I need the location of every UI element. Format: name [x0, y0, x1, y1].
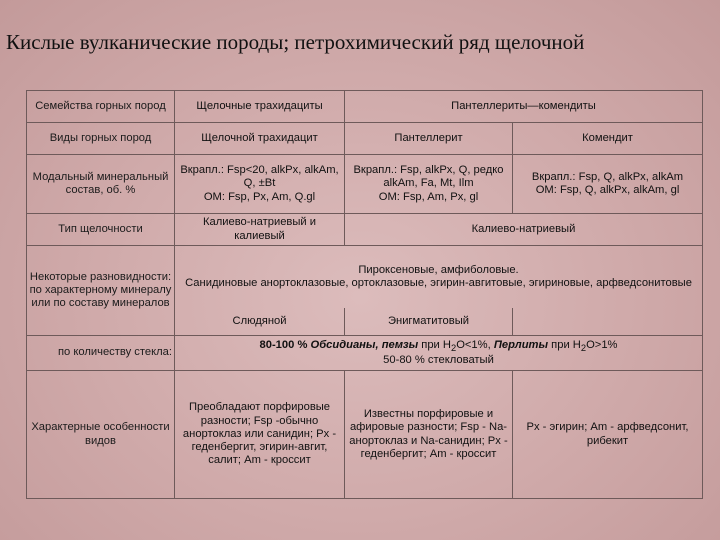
varieties-label: Некоторые разновидности: по характерному минералу или по составу минералов [27, 246, 175, 336]
kind-pantellerite: Пантеллерит [345, 123, 513, 155]
kind-comendite: Комендит [513, 123, 703, 155]
features-pantellerite: Известны порфировые и афировые разности; Fsp - Na-анортоклаз и Na-санидин; Px - геденбергит; Am - кроссит [345, 371, 513, 499]
modal-composition-label: Модальный минеральный состав, об. % [27, 155, 175, 214]
slide-title: Кислые вулканические породы; петрохимический ряд щелочной [6, 30, 585, 54]
rock-table [26, 90, 702, 498]
features-label: Характерные особенности видов [27, 371, 175, 499]
glass-condition-1: при H [421, 338, 451, 351]
family-trachydacites: Щелочные трахидациты [175, 91, 345, 123]
features-comendite: Px - эгирин; Am - арфведсонит, рибекит [513, 371, 703, 499]
table-row [27, 155, 703, 214]
alkalinity-pantellerite-comendite: Калиево-натриевый [345, 214, 703, 246]
table-row [27, 371, 703, 499]
table-row [27, 246, 703, 308]
modal-comendite-phenocrysts: Вкрапл.: Fsp, Q, alkPx, alkAm [531, 170, 684, 183]
modal-comendite-groundmass: OM: Fsp, Q, alkPx, alkAm, gl [535, 184, 680, 196]
modal-trachydacite-phenocrysts: Вкрапл.: Fsp<20, alkPx, alkAm, Q, ±Bt [180, 164, 339, 190]
kinds-label: Виды горных пород [27, 123, 175, 155]
alkalinity-trachydacite: Калиево-натриевый и калиевый [175, 214, 345, 246]
modal-pantellerite-groundmass: OM: Fsp, Am, Px, gl [378, 190, 479, 203]
alkalinity-label: Тип щелочности [27, 214, 175, 246]
table-row [27, 91, 703, 123]
modal-pantellerite [345, 155, 513, 214]
variety-pantellerite: Энигматитовый [345, 308, 513, 336]
glass-amount-description [175, 336, 703, 371]
modal-comendite [513, 155, 703, 214]
variety-trachydacite: Слюдяной [175, 308, 345, 336]
table-row [27, 336, 703, 371]
modal-trachydacite-groundmass: OM: Fsp, Px, Am, Q.gl [203, 190, 316, 203]
varieties-line-1: Пироксеновые, амфиболовые. [358, 263, 519, 276]
table-row [27, 214, 703, 246]
modal-pantellerite-phenocrysts: Вкрапл.: Fsp, alkPx, Q, редко alkAm, Fa, Mt, Ilm [353, 164, 504, 190]
glass-percent-high: 80-100 % [259, 338, 308, 351]
table-row [27, 123, 703, 155]
varieties-line-2: Санидиновые анортоклазовые, ортоклазовые, эгирин-авгитовые, эгириновые, арфведсонитовые [185, 276, 692, 289]
glass-obsidians-term: Обсидианы, пемзы [310, 338, 419, 351]
glass-condition-1-value: O<1%, [456, 338, 491, 351]
glass-subscript-2: 2 [580, 343, 587, 353]
modal-trachydacite [175, 155, 345, 214]
varieties-description [175, 246, 703, 308]
glass-condition-2-value: O>1% [586, 338, 618, 351]
glass-subscript-1: 2 [450, 343, 457, 353]
glass-line-1 [177, 339, 700, 354]
rock-classification-table [26, 90, 703, 499]
family-pantellerites-comendites: Пантеллериты—комендиты [345, 91, 703, 123]
glass-condition-2: при H [551, 338, 581, 351]
variety-comendite [513, 308, 703, 336]
glass-amount-label: по количеству стекла: [27, 336, 175, 371]
glass-perlites-term: Перлиты [493, 338, 549, 351]
kind-trachydacite: Щелочной трахидацит [175, 123, 345, 155]
glass-line-2: 50-80 % стекловатый [383, 354, 494, 366]
features-trachydacite: Преобладают порфировые разности; Fsp -обычно анортоклаз или санидин; Px - геденбергит, эгирин-авгит, салит; Am - кроссит [175, 371, 345, 499]
family-label: Семейства горных пород [27, 91, 175, 123]
